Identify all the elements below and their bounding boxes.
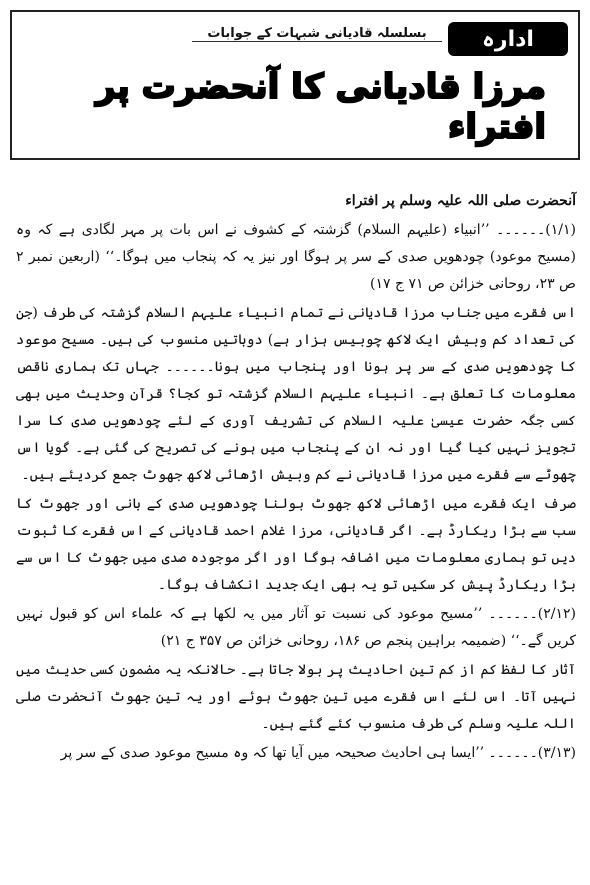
subheading: آنحضرت صلی اللہ علیہ وسلم پر افتراء: [345, 193, 576, 209]
article-banner: [10, 10, 580, 160]
section-badge: ادارہ: [448, 22, 568, 56]
series-caption: بسلسلہ قادیانی شبہات کے جوابات: [192, 26, 442, 42]
paragraph: صرف ایک فقرے میں اڑھائی لاکھ جھوٹ بولنا چودھویں صدی کے بانی اور جھوٹ کا سب سے بڑا ریکارڈ ہے۔ اگر قادیانی، مرزا غلام احمد قادیانی کے اس فقرے کا ثبوت دیں تو ہماری معلومات میں اضافہ ہوگا اور اگر موجودہ صدی میں جھوٹ کا اس سے بڑا ریکارڈ پیش کر سکیں تو یہ بھی ایک جدید انکشاف ہوگا۔: [16, 496, 576, 593]
paragraph: اس فقرے میں جناب مرزا قادیانی نے تمام انبیاء علیہم السلام گزشتہ کی طرف (جن کی تعداد کم وبیش ایک لاکھ چوبیس ہزار ہے) دوباتیں منسوب کی ہیں۔ مسیح موعود کا چودھویں صدی کے سر پر ہونا اور پنجاب میں ہونا۔۔۔۔۔۔ جہاں تک ہماری ناقص معلومات کا تعلق ہے۔ انبیاء علیہم السلام گزشتہ تو کجا؟ قرآن وحدیث میں بھی کسی جگہ حضرت عیسیٰ علیہ السلام کی تشریف آوری کے لئے چودھویں صدی کا سرا تجویز نہیں کیا گیا اور نہ ان کے پنجاب میں ہونے کی تصریح کی گئی ہے۔ گویا اس چھوٹے سے فقرے میں مرزا قادیانی نے کم وبیش اڑھائی لاکھ جھوٹ جمع کردیئے ہیں۔: [16, 305, 576, 483]
paragraph: (۳/۱۳)۔۔۔۔۔۔ ’’ایسا ہی احادیث صحیحہ میں آیا تھا کہ وہ مسیح موعود صدی کے سر پر: [60, 745, 576, 761]
paragraph: آثار کا لفظ کم از کم تین احادیث پر بولا جاتا ہے۔ حالانکہ یہ مضمون کسی حدیث میں نہیں آتا۔ اس لئے اس فقرے میں تین جھوٹ ہوئے اور یہ تین جھوٹ آنحضرت صلی اللہ علیہ وسلم کی طرف منسوب کئے گئے ہیں۔: [16, 662, 576, 732]
article-body: [16, 188, 576, 875]
article-title: [52, 67, 552, 147]
paragraph: (۱/۱)۔۔۔۔۔۔ ’’انبیاء (علیہم السلام) گزشتہ کے کشوف نے اس بات پر مہر لگادی ہے کہ وہ (مسیح موعود) چودھویں صدی کے سر پر ہوگا اور نیز یہ کہ پنجاب میں ہوگا۔‘‘ (اربعین نمبر ۲ ص ۲۳، روحانی خزائن ص ۷۱ ج ۱۷): [16, 222, 576, 292]
paragraph: (۲/۱۲)۔۔۔۔۔۔ ’’مسیح موعود کی نسبت تو آثار میں یہ لکھا ہے کہ علماء اس کو قبول نہیں کریں گے۔‘‘ (ضمیمہ براہین پنجم ص ۱۸۶، روحانی خزائن ص ۳۵۷ ج ۲۱): [16, 606, 576, 649]
article-title-text: مرزا قادیانی کا آنحضرت پر افتراء: [52, 67, 552, 147]
